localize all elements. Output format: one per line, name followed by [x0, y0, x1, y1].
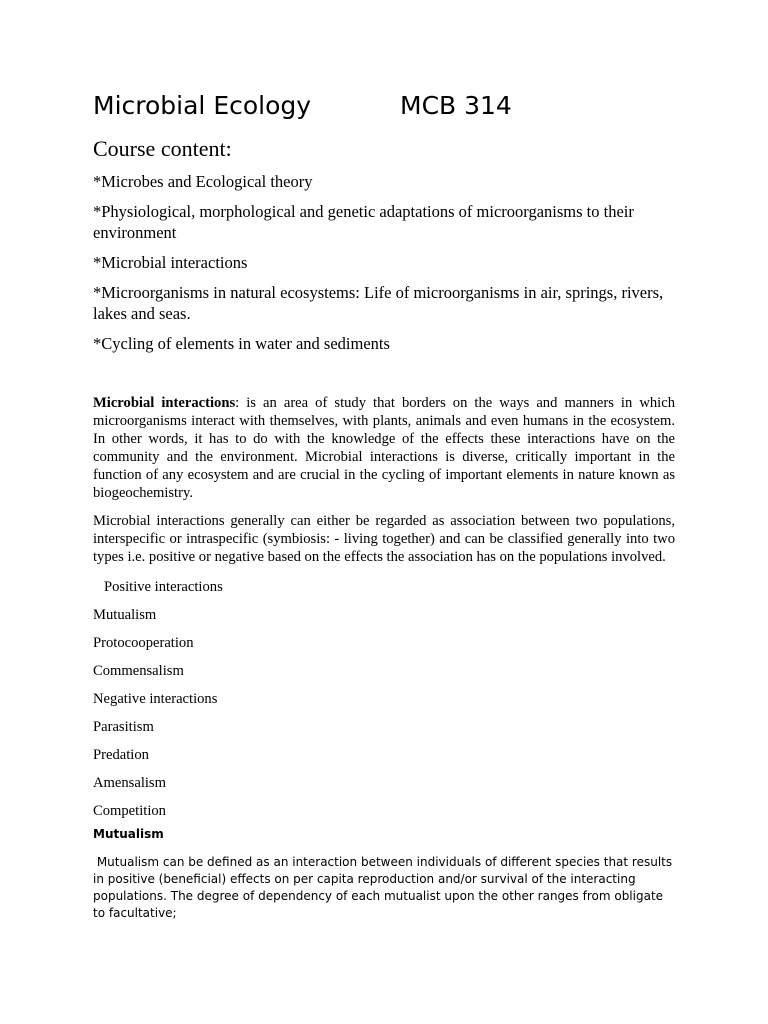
document-title-row — [93, 86, 675, 126]
course-code: MCB 314 — [400, 91, 512, 120]
list-item: Commensalism — [93, 663, 184, 679]
course-topic: *Cycling of elements in water and sediments — [93, 334, 390, 353]
course-topic: *Microbes and Ecological theory — [93, 172, 313, 191]
document-page — [93, 86, 675, 922]
interaction-types-list — [93, 578, 675, 830]
interactions-term: Microbial interactions — [93, 395, 236, 411]
course-topic: *Microbial interactions — [93, 253, 248, 272]
interactions-definition: : is an area of study that borders on the ways and manners in which microorganisms interact with themselves, with plants, animals and even humans in the ecosystem. In other words, it has to do with the knowledge of the effects these interactions have on the community and the environment. Microbial interactions is diverse, critically important in the function of any ecosystem and are crucial in the cycling of important elements in nature known as biogeochemistry. — [93, 395, 675, 501]
course-topic: *Physiological, morphological and genetic adaptations of microorganisms to their environment — [93, 202, 634, 242]
mutualism-paragraph: Mutualism can be defined as an interaction between individuals of different species that results in positive (beneficial) effects on per capita reproduction and/or survival of the interacting populations. The degree of dependency of each mutualist upon the other ranges from obligate to facultative; — [93, 855, 676, 920]
list-item: Competition — [93, 803, 166, 819]
course-topic: *Microorganisms in natural ecosystems: Life of microorganisms in air, springs, rivers, lakes and seas. — [93, 283, 664, 323]
interactions-classification-paragraph: Microbial interactions generally can either be regarded as association between two populations, interspecific or intraspecific (symbiosis: - living together) and can be classified generally into two types i.e. positive or negative based on the effects the association has on the populations involved. — [93, 513, 675, 565]
list-item: Protocooperation — [93, 635, 194, 651]
course-content-heading: Course content: — [93, 136, 232, 161]
interactions-definition-paragraph — [93, 394, 675, 502]
negative-interactions-heading: Negative interactions — [93, 691, 218, 707]
list-item: Mutualism — [93, 607, 157, 623]
list-item: Predation — [93, 747, 149, 763]
document-title: Microbial Ecology — [93, 91, 312, 120]
list-item: Parasitism — [93, 719, 154, 735]
mutualism-heading: Mutualism — [93, 827, 164, 841]
list-item: Amensalism — [93, 775, 166, 791]
positive-interactions-heading: Positive interactions — [104, 579, 223, 595]
